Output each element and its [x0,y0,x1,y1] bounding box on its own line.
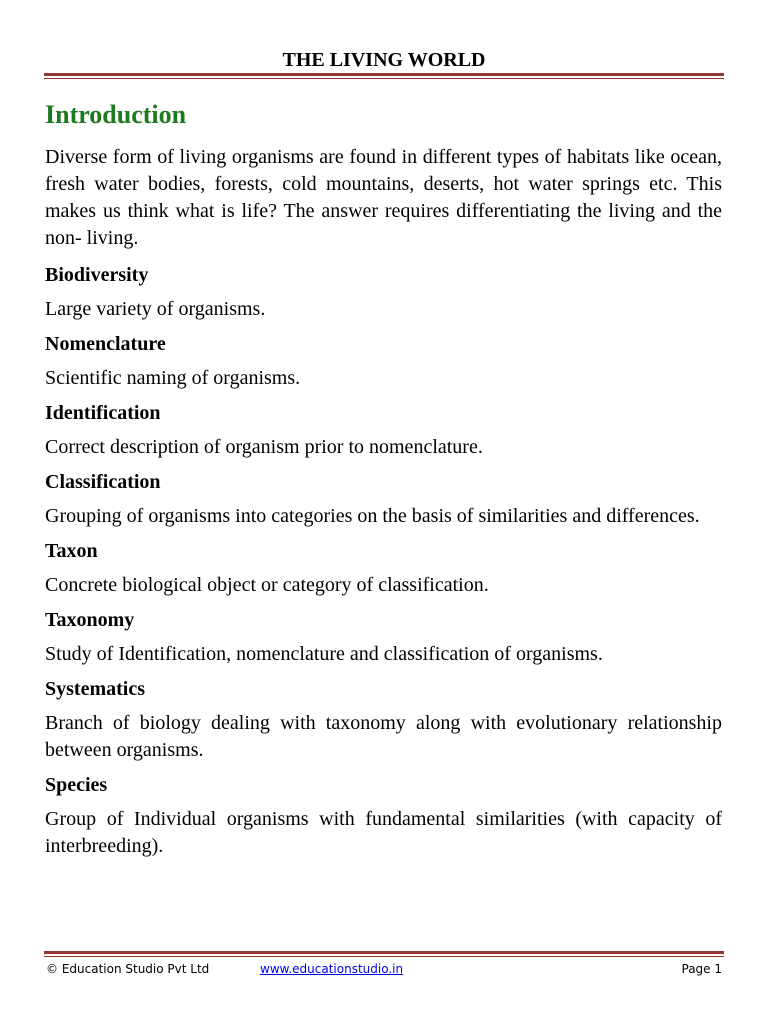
document-body [45,98,722,868]
term-heading: Systematics [45,678,145,700]
term-definition: Correct description of organism prior to nomenclature. [45,436,483,458]
footer-page-number: Page 1 [681,962,722,976]
term-definition: Concrete biological object or category of classification. [45,574,489,596]
term-heading: Taxonomy [45,609,135,631]
page-header-title: THE LIVING WORLD [282,49,486,71]
term-block-taxon [45,538,722,599]
footer-rule-thick [44,951,724,954]
page-footer [46,960,722,978]
section-heading-introduction: Introduction [45,100,187,129]
term-block-classification [45,469,722,530]
term-block-nomenclature [45,331,722,392]
header-rule-thick [44,73,724,76]
term-heading: Classification [45,471,161,493]
term-block-species [45,772,722,860]
term-block-taxonomy [45,607,722,668]
intro-paragraph: Diverse form of living organisms are found in different types of habitats like ocean, fresh water bodies, forests, cold mountains, deserts, hot water springs etc. This makes us think what is life? The answer requires differentiating the living and the non- living. [45,146,722,249]
footer-copyright: © Education Studio Pvt Ltd [46,962,210,976]
footer-website-link[interactable]: www.educationstudio.in [260,962,404,976]
term-heading: Species [45,774,108,796]
term-definition: Study of Identification, nomenclature and classification of organisms. [45,643,603,665]
term-definition: Branch of biology dealing with taxonomy along with evolutionary relationship between organisms. [45,712,722,761]
term-definition: Group of Individual organisms with fundamental similarities (with capacity of interbreeding). [45,808,722,857]
term-block-systematics [45,676,722,764]
header-rule-thin [44,78,724,79]
term-heading: Identification [45,402,161,424]
term-definition: Large variety of organisms. [45,298,266,320]
term-heading: Taxon [45,540,98,562]
term-heading: Nomenclature [45,333,166,355]
term-block-identification [45,400,722,461]
term-block-biodiversity [45,262,722,323]
footer-rule-thin [44,956,724,957]
term-definition: Scientific naming of organisms. [45,367,301,389]
term-definition: Grouping of organisms into categories on the basis of similarities and differences. [45,505,700,527]
term-heading: Biodiversity [45,264,149,286]
